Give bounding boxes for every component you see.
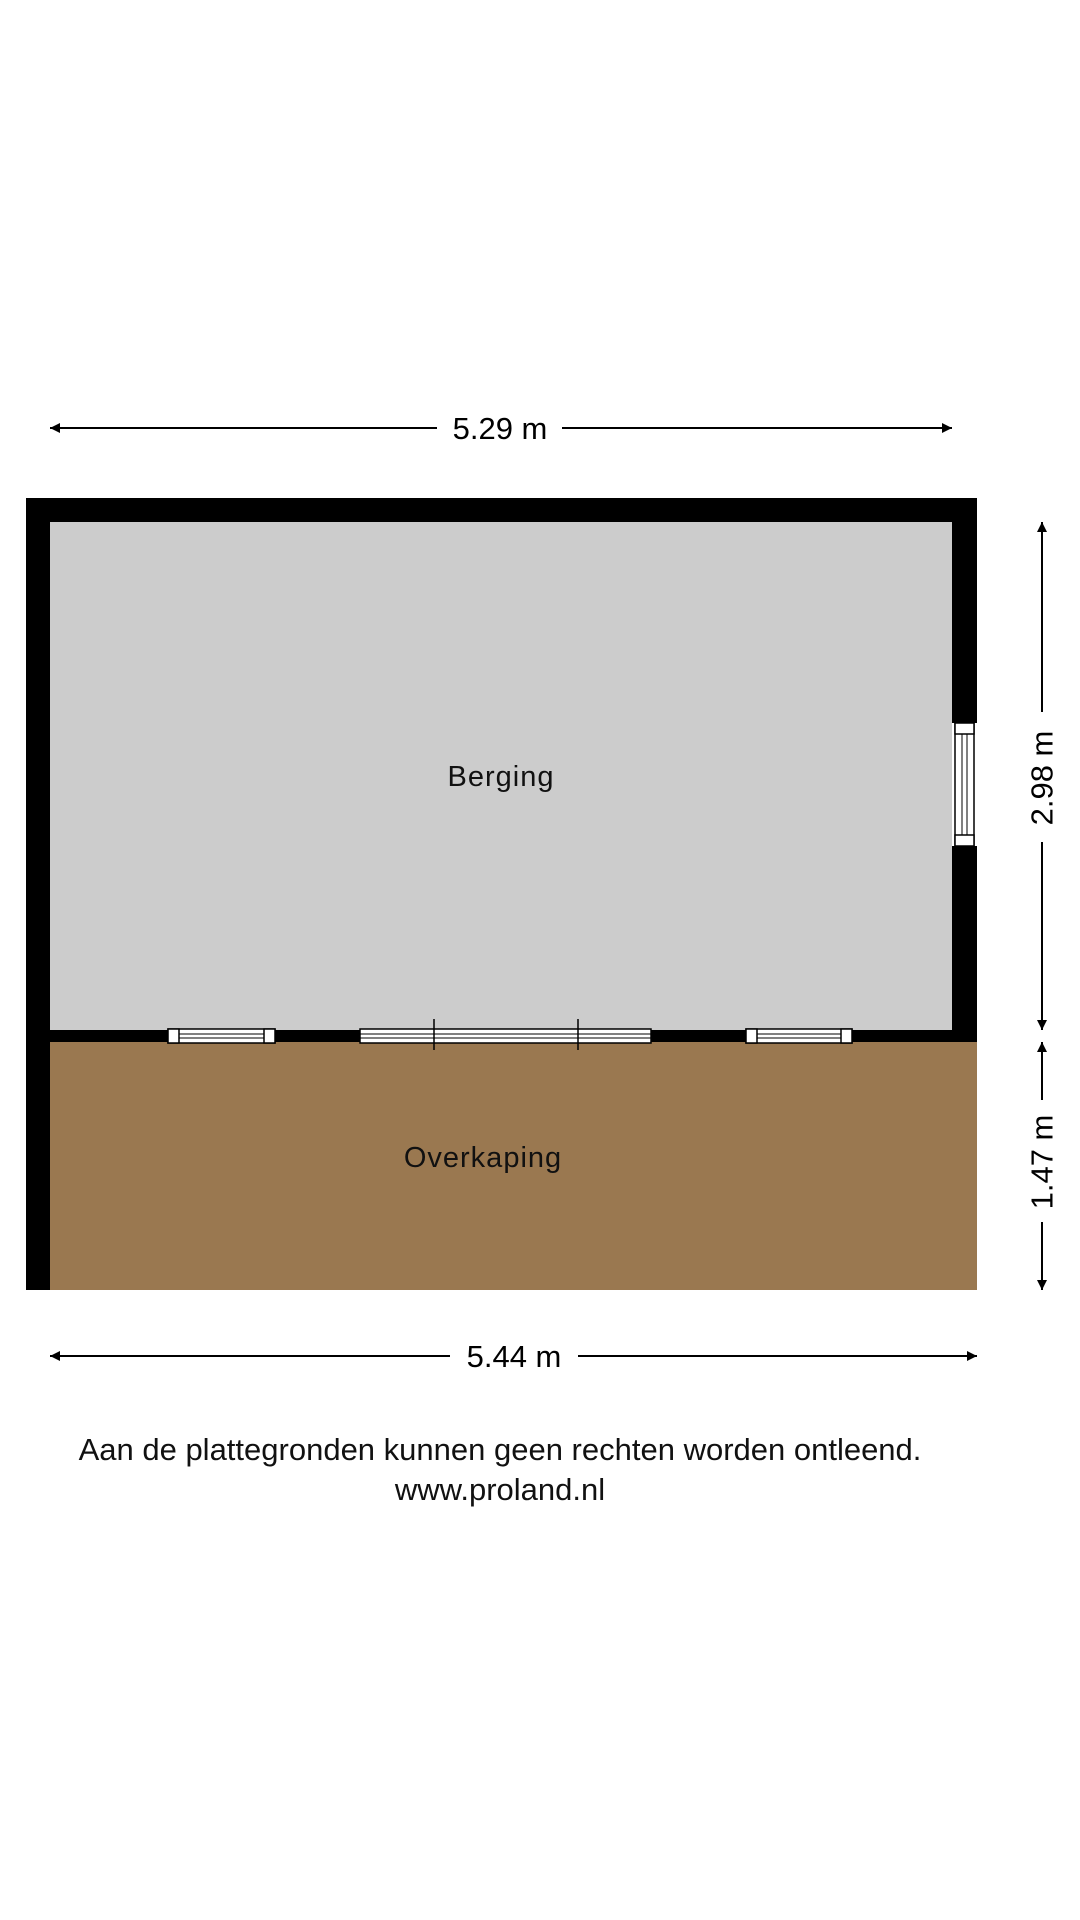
dimension-right-upper-label: 2.98 m	[1024, 730, 1060, 826]
dimension-bottom	[50, 1339, 977, 1374]
wall-left	[26, 498, 50, 1290]
dimension-right-upper	[1025, 522, 1060, 1030]
room-label-overkaping: Overkaping	[403, 1142, 563, 1174]
wall-top	[26, 498, 977, 522]
disclaimer-text: Aan de plattegronden kunnen geen rechten worden ontleend.	[78, 1432, 922, 1467]
wall-right-lower	[952, 846, 977, 1042]
dimension-right-lower	[1025, 1042, 1060, 1290]
room-label-berging: Berging	[447, 761, 555, 793]
dimension-top-label: 5.29 m	[452, 411, 548, 446]
dimension-right-lower-label: 1.47 m	[1024, 1114, 1060, 1210]
window-right	[955, 723, 974, 846]
website-text: www.proland.nl	[394, 1472, 606, 1507]
dimension-top	[50, 411, 952, 446]
window-middle-left	[168, 1029, 275, 1043]
dimension-bottom-label: 5.44 m	[466, 1339, 562, 1374]
footer-disclaimer	[0, 1430, 1000, 1510]
wall-right-upper	[952, 498, 977, 723]
window-middle-right	[746, 1029, 852, 1043]
